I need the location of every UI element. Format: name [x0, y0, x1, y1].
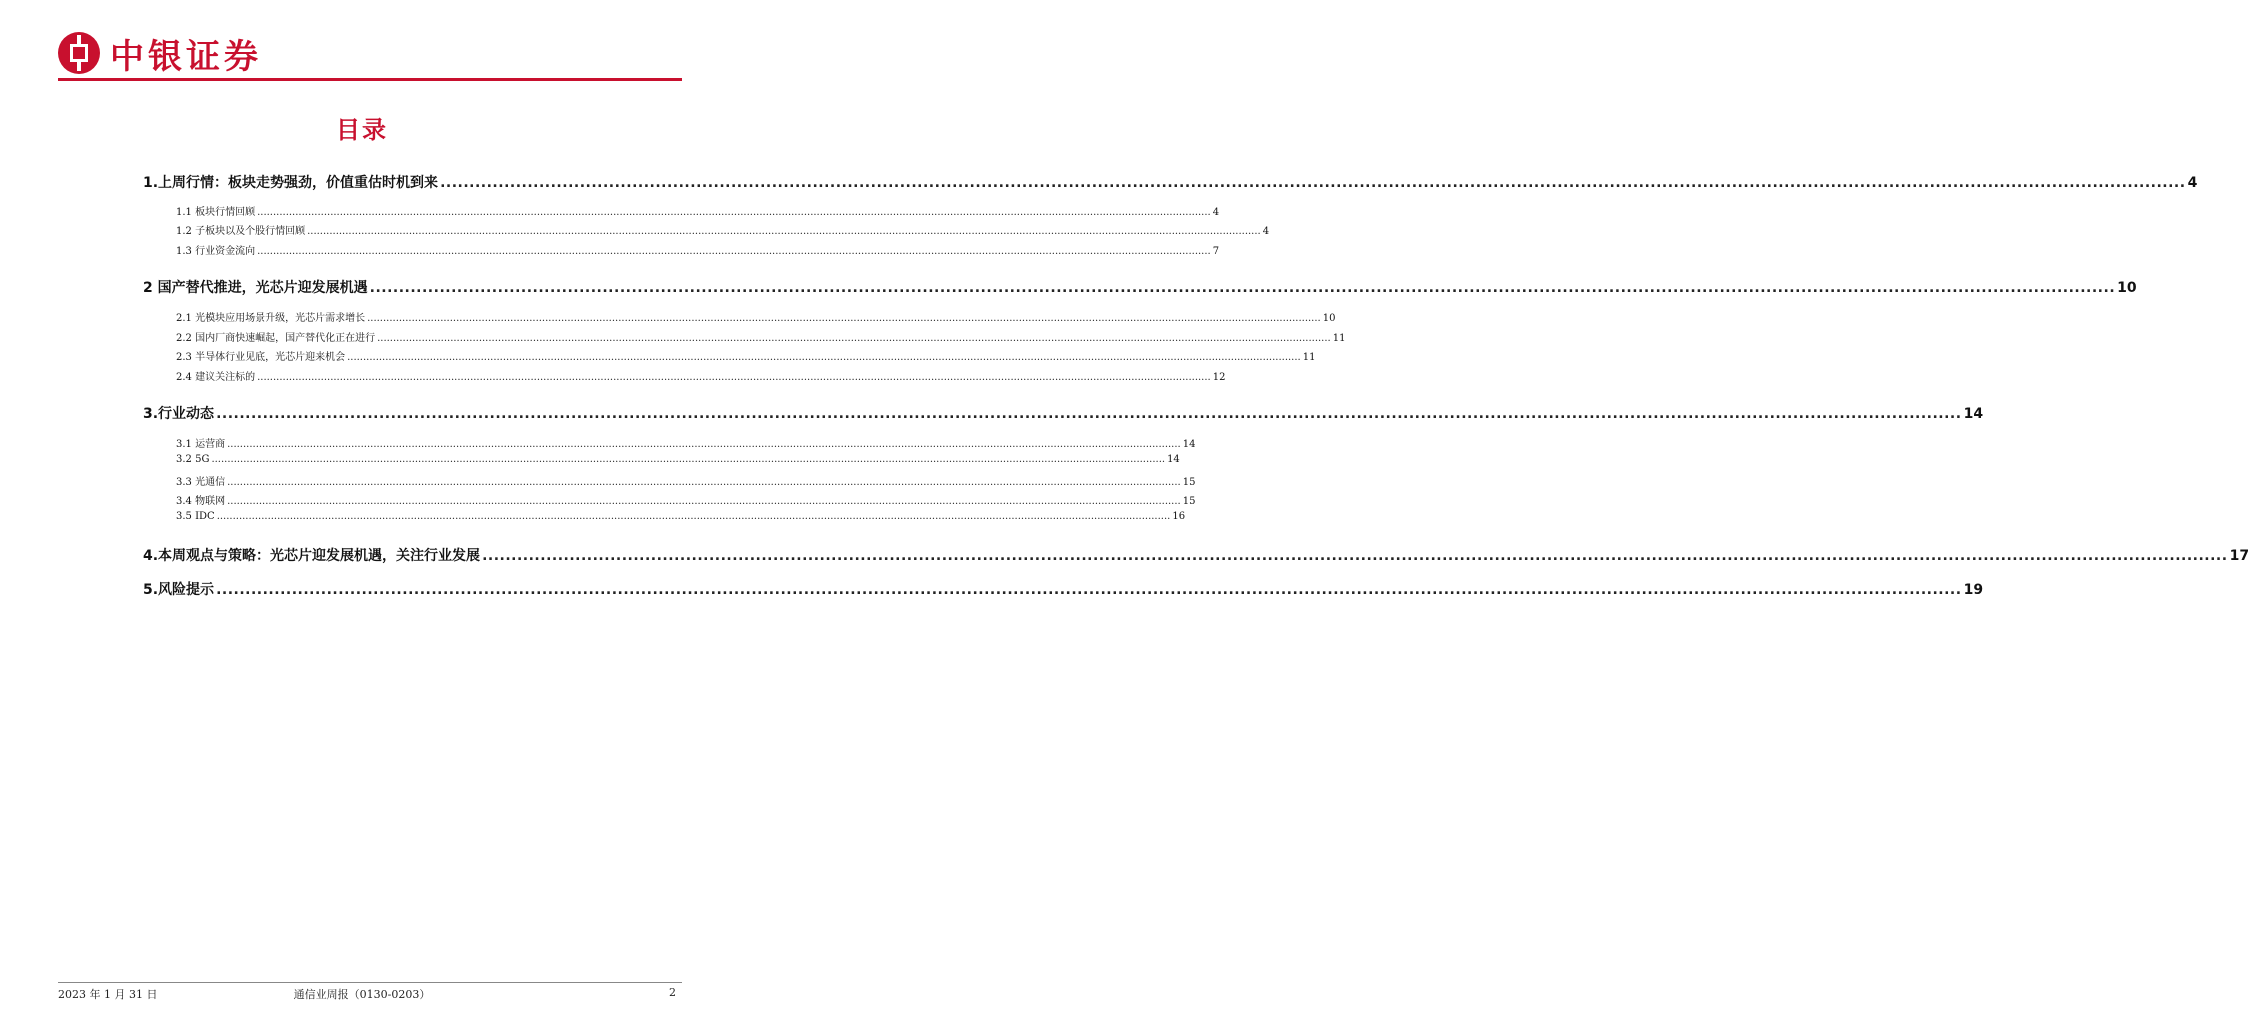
toc-subsection-entry[interactable] — [176, 511, 1186, 522]
toc-entry-label: 2.4 建议关注标的 — [176, 372, 256, 383]
toc-entry-label: 3.2 5G — [176, 454, 210, 465]
toc-entry-page: 12 — [1212, 372, 1226, 383]
toc-leader-dots: ............................................................................................................................................................................................................................................................................................................ — [347, 352, 1301, 363]
toc-leader-dots: ............................................................................................................................................................................................................................................................................................................ — [227, 439, 1181, 450]
toc-entry-label: 4.本周观点与策略：光芯片迎发展机遇，关注行业发展 — [143, 548, 481, 564]
toc-entry-page: 4 — [2187, 175, 2198, 191]
toc-entry-page: 11 — [1332, 333, 1346, 344]
toc-entry-label: 2.2 国内厂商快速崛起，国产替代化正在进行 — [176, 333, 376, 344]
toc-subsection-entry[interactable] — [176, 348, 1316, 363]
toc-entry-label: 3.3 光通信 — [176, 477, 226, 488]
toc-entry-label: 1.3 行业资金流向 — [176, 246, 256, 257]
toc-subsection-entry[interactable] — [176, 222, 1270, 237]
toc-entry-label: 1.1 板块行情回顾 — [176, 207, 256, 218]
toc-entry-label: 1.2 子板块以及个股行情回顾 — [176, 226, 306, 237]
toc-entry-page: 15 — [1182, 496, 1196, 507]
toc-subsection-entry[interactable] — [176, 435, 1196, 450]
toc-leader-dots: ............................................................................................................................................................................................................................................................................................................ — [216, 582, 1962, 598]
report-header — [58, 30, 262, 76]
toc-subsection-entry[interactable] — [176, 492, 1196, 507]
toc-entry-page: 4 — [1212, 207, 1220, 218]
toc-entry-label: 3.4 物联网 — [176, 496, 226, 507]
toc-entry-label: 2.3 半导体行业见底，光芯片迎来机会 — [176, 352, 346, 363]
toc-leader-dots: ............................................................................................................................................................................................................................................................................................................ — [227, 496, 1181, 507]
toc-leader-dots: ............................................................................................................................................................................................................................................................................................................ — [369, 280, 2116, 296]
toc-entry-page: 10 — [1322, 313, 1336, 324]
toc-entry-page: 14 — [1167, 454, 1180, 465]
toc-entry-page: 7 — [1212, 246, 1220, 257]
toc-leader-dots: ............................................................................................................................................................................................................................................................................................................ — [367, 313, 1321, 324]
toc-leader-dots: ............................................................................................................................................................................................................................................................................................................ — [257, 372, 1211, 383]
toc-entry-page: 4 — [1262, 226, 1270, 237]
toc-title: 目录 — [336, 116, 388, 144]
toc-entry-page: 15 — [1182, 477, 1196, 488]
toc-entry-page: 14 — [1182, 439, 1196, 450]
toc-subsection-entry[interactable] — [176, 454, 1180, 465]
brand-name: 中银证券 — [110, 36, 262, 77]
toc-subsection-entry[interactable] — [176, 329, 1346, 344]
toc-section-entry[interactable] — [143, 579, 1984, 599]
toc-subsection-entry[interactable] — [176, 309, 1336, 324]
toc-entry-label: 2.1 光模块应用场景升级，光芯片需求增长 — [176, 313, 366, 324]
toc-entry-page: 16 — [1172, 511, 1186, 522]
toc-entry-page: 17 — [2229, 548, 2249, 564]
toc-entry-label: 3.行业动态 — [143, 406, 215, 422]
toc-subsection-entry[interactable] — [176, 242, 1220, 257]
toc-leader-dots: ............................................................................................................................................................................................................................................................................................................ — [257, 207, 1211, 218]
toc-leader-dots: ............................................................................................................................................................................................................................................................................................................ — [211, 454, 1166, 465]
toc-leader-dots: ............................................................................................................................................................................................................................................................................................................ — [216, 511, 1171, 522]
toc-section-entry[interactable] — [143, 172, 2198, 192]
toc-entry-label: 2 国产替代推进，光芯片迎发展机遇 — [143, 280, 368, 296]
footer-report-title: 通信业周报（0130-0203） — [293, 988, 431, 1001]
footer-divider — [58, 982, 682, 983]
toc-leader-dots: ............................................................................................................................................................................................................................................................................................................ — [440, 175, 2186, 191]
toc-entry-page: 19 — [1963, 582, 1984, 598]
footer-date: 2023 年 1 月 31 日 — [58, 988, 158, 1001]
toc-entry-label: 3.1 运营商 — [176, 439, 226, 450]
toc-entry-label: 3.5 IDC — [176, 511, 215, 522]
toc-subsection-entry[interactable] — [176, 203, 1220, 218]
toc-section-entry[interactable] — [143, 277, 2137, 297]
toc-entry-page: 14 — [1963, 406, 1984, 422]
toc-subsection-entry[interactable] — [176, 368, 1226, 383]
toc-leader-dots: ............................................................................................................................................................................................................................................................................................................ — [216, 406, 1962, 422]
header-divider — [58, 78, 682, 81]
toc-entry-label: 1.上周行情：板块走势强劲，价值重估时机到来 — [143, 175, 439, 191]
toc-entry-page: 11 — [1302, 352, 1316, 363]
toc-leader-dots: ............................................................................................................................................................................................................................................................................................................ — [482, 548, 2228, 564]
toc-entry-page: 10 — [2117, 280, 2137, 296]
toc-section-entry[interactable] — [143, 545, 2249, 565]
toc-leader-dots: ............................................................................................................................................................................................................................................................................................................ — [377, 333, 1331, 344]
toc-leader-dots: ............................................................................................................................................................................................................................................................................................................ — [307, 226, 1261, 237]
toc-section-entry[interactable] — [143, 403, 1984, 423]
toc-leader-dots: ............................................................................................................................................................................................................................................................................................................ — [257, 246, 1211, 257]
toc-subsection-entry[interactable] — [176, 473, 1196, 488]
bank-of-china-logo-icon — [58, 32, 100, 74]
footer-page-number: 2 — [669, 986, 676, 999]
toc-leader-dots: ............................................................................................................................................................................................................................................................................................................ — [227, 477, 1181, 488]
toc-entry-label: 5.风险提示 — [143, 582, 215, 598]
